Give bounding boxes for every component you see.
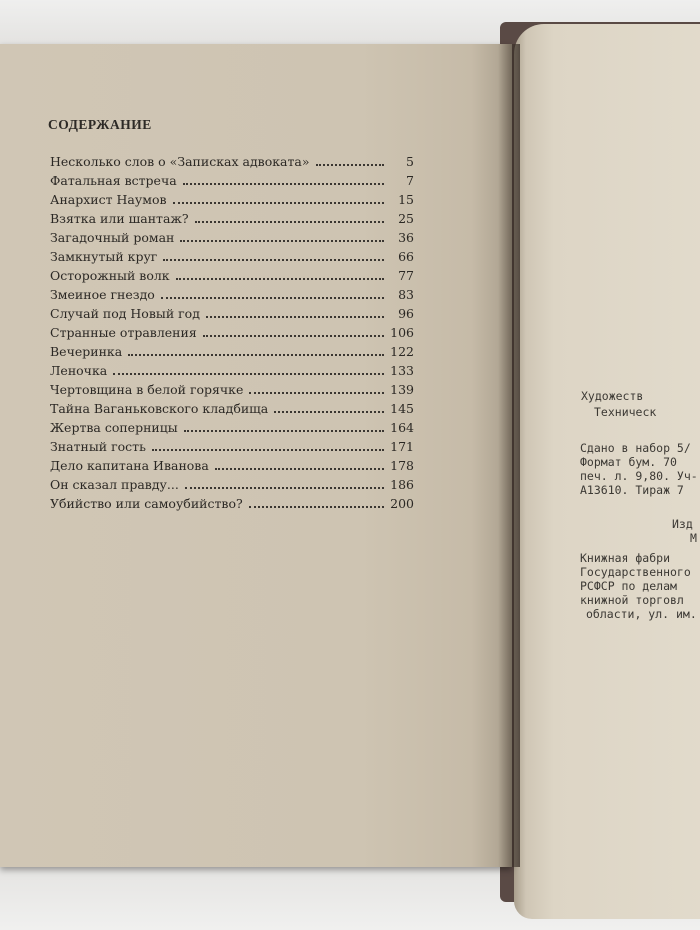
toc-page-number: 200 — [390, 496, 414, 511]
toc-leader-dots — [128, 344, 384, 356]
toc-entry — [50, 382, 414, 401]
toc-leader-dots — [249, 382, 384, 394]
toc-entry — [50, 325, 414, 344]
toc-page-number: 83 — [398, 287, 414, 302]
toc-entry — [50, 268, 414, 287]
toc-entry — [50, 496, 414, 515]
toc-leader-dots — [152, 439, 384, 451]
imprint-line: Изд — [672, 517, 693, 531]
toc-page-number: 178 — [390, 458, 414, 473]
toc-entry-title: Несколько слов о «Записках адвоката» — [50, 154, 310, 169]
toc-leader-dots — [163, 249, 384, 261]
toc-entry-title: Дело капитана Иванова — [50, 458, 209, 473]
toc-entry-title: Знатный гость — [50, 439, 146, 454]
toc-leader-dots — [185, 477, 384, 489]
imprint-line: Государственного — [580, 565, 691, 579]
toc-leader-dots — [274, 401, 384, 413]
toc-entry — [50, 306, 414, 325]
imprint-line: Книжная фабри — [580, 551, 671, 565]
toc-leader-dots — [183, 173, 384, 185]
toc-page-number: 106 — [390, 325, 414, 340]
toc-entry — [50, 401, 414, 420]
toc-leader-dots — [161, 287, 384, 299]
imprint-line: печ. л. 9,80. Уч- — [580, 469, 698, 483]
toc-leader-dots — [203, 325, 384, 337]
toc-entry-title: Вечеринка — [50, 344, 123, 359]
toc-leader-dots — [316, 154, 384, 166]
toc-entry-title: Жертва соперницы — [50, 420, 178, 435]
toc-entry-title: Он сказал правду... — [50, 477, 179, 492]
toc-entry-title: Загадочный роман — [50, 230, 175, 245]
toc-entry — [50, 211, 414, 230]
toc-title: СОДЕРЖАНИЕ — [48, 117, 152, 132]
imprint-line: Техническ — [594, 405, 657, 419]
toc-leader-dots — [195, 211, 384, 223]
imprint-line: М — [690, 531, 697, 545]
toc-entry-title: Замкнутый круг — [50, 249, 158, 264]
imprint-line: Художеств — [581, 389, 644, 403]
toc-page-number: 145 — [390, 401, 414, 416]
toc-leader-dots — [184, 420, 384, 432]
toc-leader-dots — [180, 230, 384, 242]
toc-entry — [50, 154, 414, 173]
toc-page-number: 66 — [398, 249, 414, 264]
toc-entry — [50, 230, 414, 249]
toc-page-number: 122 — [390, 344, 414, 359]
imprint-line: Формат бум. 70 — [580, 455, 677, 469]
imprint-line: области, ул. им. — [586, 607, 697, 621]
toc-entry-title: Чертовщина в белой горячке — [50, 382, 244, 397]
toc-page-number: 171 — [390, 439, 414, 454]
toc-leader-dots — [173, 192, 384, 204]
toc-leader-dots — [206, 306, 384, 318]
toc-page-number: 36 — [398, 230, 414, 245]
toc-entry-title: Случай под Новый год — [50, 306, 200, 321]
toc-page-number: 96 — [398, 306, 414, 321]
toc-page-number: 7 — [406, 173, 414, 188]
toc-leader-dots — [215, 458, 384, 470]
toc-entry — [50, 420, 414, 439]
imprint-line: книжной торговл — [580, 593, 684, 607]
toc-entry-title: Анархист Наумов — [50, 192, 167, 207]
toc-entry-title: Фатальная встреча — [50, 173, 177, 188]
toc-entry — [50, 344, 414, 363]
toc-page-number: 5 — [406, 154, 414, 169]
toc-entry — [50, 192, 414, 211]
toc-page-number: 133 — [390, 363, 414, 378]
toc-leader-dots — [249, 496, 384, 508]
toc-page-number: 139 — [390, 382, 414, 397]
toc-list — [50, 154, 414, 515]
toc-page-number: 77 — [398, 268, 414, 283]
book-gutter-shadow — [498, 44, 520, 867]
toc-page-number: 186 — [390, 477, 414, 492]
toc-entry-title: Змеиное гнездо — [50, 287, 155, 302]
toc-page-number: 15 — [398, 192, 414, 207]
toc-entry — [50, 249, 414, 268]
toc-entry — [50, 363, 414, 382]
toc-entry-title: Тайна Ваганьковского кладбища — [50, 401, 269, 416]
toc-entry-title: Осторожный волк — [50, 268, 170, 283]
imprint-line: Сдано в набор 5/ — [580, 441, 691, 455]
imprint-line: РСФСР по делам — [580, 579, 677, 593]
toc-entry — [50, 477, 414, 496]
toc-entry — [50, 173, 414, 192]
toc-entry-title: Взятка или шантаж? — [50, 211, 189, 226]
toc-entry — [50, 287, 414, 306]
toc-entry — [50, 439, 414, 458]
toc-entry-title: Странные отравления — [50, 325, 197, 340]
toc-entry — [50, 458, 414, 477]
toc-leader-dots — [113, 363, 384, 375]
toc-leader-dots — [176, 268, 384, 280]
toc-page-number: 164 — [390, 420, 414, 435]
toc-entry-title: Леночка — [50, 363, 108, 378]
toc-entry-title: Убийство или самоубийство? — [50, 496, 243, 511]
imprint-line: А13610. Тираж 7 — [580, 483, 684, 497]
toc-page-number: 25 — [398, 211, 414, 226]
